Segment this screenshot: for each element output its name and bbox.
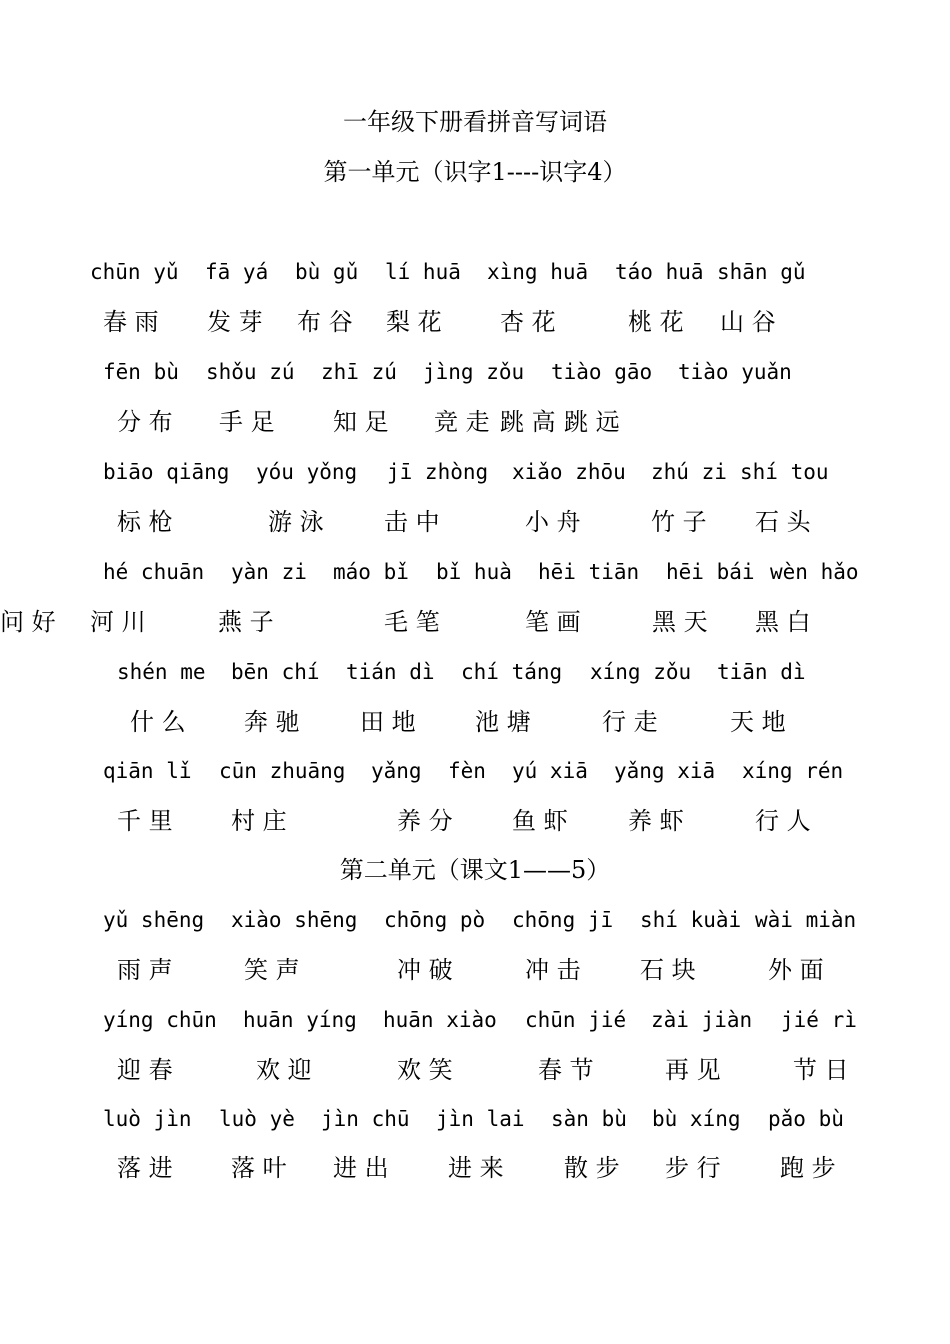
pinyin-word: tiào yuǎn — [678, 360, 792, 384]
hanzi-word: 行 走 — [602, 708, 658, 736]
pinyin-row — [0, 656, 950, 688]
unit-1-heading: 第一单元（识字1----识字4） — [323, 158, 627, 186]
pinyin-word: táo huā — [615, 260, 704, 284]
hanzi-word: 标 枪 — [117, 508, 173, 536]
hanzi-word: 落 叶 — [231, 1154, 287, 1182]
pinyin-word: chūn yǔ — [90, 260, 179, 284]
pinyin-word: fā yá — [205, 260, 269, 284]
pinyin-word: zhú zi — [651, 460, 727, 484]
hanzi-row — [0, 306, 950, 338]
hanzi-word: 鱼 虾 — [512, 807, 568, 835]
hanzi-word: 布 谷 — [297, 308, 353, 336]
pinyin-word: shǒu zú — [206, 360, 295, 384]
hanzi-word: 跑 步 — [780, 1154, 836, 1182]
hanzi-word: 发 芽 — [207, 308, 263, 336]
pinyin-row — [0, 356, 950, 388]
pinyin-word: xiǎo zhōu — [512, 460, 626, 484]
hanzi-word: 笔 画 — [525, 608, 581, 636]
hanzi-word: 田 地 — [360, 708, 416, 736]
unit-2-heading: 第二单元（课文1——5） — [339, 856, 611, 884]
pinyin-word: yǔ shēng — [103, 908, 205, 932]
pinyin-word: máo bǐ — [333, 560, 409, 584]
pinyin-word: yóu yǒng — [256, 460, 358, 484]
hanzi-word: 迎 春 — [117, 1056, 173, 1084]
hanzi-word: 欢 迎 — [256, 1056, 312, 1084]
hanzi-word: 黑 白 — [755, 608, 811, 636]
hanzi-word: 散 步 — [564, 1154, 620, 1182]
hanzi-row — [0, 506, 950, 538]
pinyin-word: chōng pò — [384, 908, 486, 932]
hanzi-word: 竞 走 — [434, 408, 490, 436]
pinyin-word: bǐ huà — [436, 560, 512, 584]
hanzi-word: 山 谷 — [720, 308, 776, 336]
hanzi-word: 欢 笑 — [397, 1056, 453, 1084]
hanzi-word: 跳 高 — [500, 408, 556, 436]
pinyin-word: xiào shēng — [231, 908, 358, 932]
pinyin-word: jìn chū — [321, 1107, 410, 1131]
pinyin-row — [0, 755, 950, 787]
hanzi-word: 梨 花 — [386, 308, 442, 336]
pinyin-word: pǎo bù — [768, 1107, 844, 1131]
pinyin-word: yíng chūn — [103, 1008, 217, 1032]
hanzi-word: 外 面 — [768, 956, 824, 984]
hanzi-row — [0, 954, 950, 986]
hanzi-word: 击 中 — [384, 508, 440, 536]
pinyin-word: shén me — [117, 660, 206, 684]
hanzi-word: 桃 花 — [628, 308, 684, 336]
pinyin-word: hé chuān — [103, 560, 205, 584]
hanzi-word: 千 里 — [117, 807, 173, 835]
hanzi-word: 雨 声 — [117, 956, 173, 984]
hanzi-word: 春 节 — [538, 1056, 594, 1084]
pinyin-word: fèn — [448, 759, 486, 783]
pinyin-word: jī zhòng — [387, 460, 489, 484]
hanzi-word: 节 日 — [793, 1056, 849, 1084]
hanzi-word: 小 舟 — [525, 508, 581, 536]
pinyin-word: huān yíng — [243, 1008, 357, 1032]
pinyin-word: hēi tiān — [538, 560, 640, 584]
pinyin-word: shān gǔ — [717, 260, 806, 284]
pinyin-word: wèn hǎo — [770, 560, 859, 584]
page-title: 一年级下册看拼音写词语 — [343, 108, 607, 136]
hanzi-word: 跳 远 — [564, 408, 620, 436]
hanzi-word: 冲 破 — [397, 956, 453, 984]
pinyin-word: bù xíng — [652, 1107, 741, 1131]
pinyin-word: qiān lǐ — [103, 759, 192, 783]
pinyin-word: jié rì — [781, 1008, 857, 1032]
hanzi-word: 再 见 — [665, 1056, 721, 1084]
hanzi-word: 河 川 — [90, 608, 146, 636]
pinyin-word: wài miàn — [755, 908, 857, 932]
hanzi-word: 竹 子 — [651, 508, 707, 536]
hanzi-word: 春 雨 — [103, 308, 159, 336]
hanzi-word: 村 庄 — [231, 807, 287, 835]
hanzi-word: 燕 子 — [218, 608, 274, 636]
pinyin-word: xìng huā — [487, 260, 589, 284]
pinyin-word: chūn jié — [525, 1008, 627, 1032]
pinyin-word: luò yè — [219, 1107, 295, 1131]
pinyin-word: yǎng xiā — [614, 759, 716, 783]
hanzi-word: 进 出 — [333, 1154, 389, 1182]
pinyin-word: yàn zi — [231, 560, 307, 584]
pinyin-word: xíng rén — [742, 759, 844, 783]
hanzi-row — [0, 706, 950, 738]
pinyin-word: lí huā — [385, 260, 461, 284]
hanzi-word: 知 足 — [333, 408, 389, 436]
pinyin-word: luò jìn — [103, 1107, 192, 1131]
pinyin-word: sàn bù — [551, 1107, 627, 1131]
pinyin-word: tián dì — [346, 660, 435, 684]
hanzi-word: 杏 花 — [500, 308, 556, 336]
hanzi-row — [0, 805, 950, 837]
pinyin-word: jìn lai — [436, 1107, 525, 1131]
pinyin-row — [0, 456, 950, 488]
pinyin-word: huān xiào — [383, 1008, 497, 1032]
hanzi-row — [0, 406, 950, 438]
hanzi-row — [0, 1054, 950, 1086]
hanzi-word: 问 好 — [0, 608, 56, 636]
hanzi-word: 石 块 — [640, 956, 696, 984]
hanzi-word: 养 分 — [397, 807, 453, 835]
pinyin-word: zài jiàn — [651, 1008, 753, 1032]
hanzi-word: 行 人 — [755, 807, 811, 835]
pinyin-row — [0, 256, 950, 288]
hanzi-word: 落 进 — [117, 1154, 173, 1182]
pinyin-word: cūn zhuāng — [219, 759, 346, 783]
hanzi-word: 养 虾 — [628, 807, 684, 835]
pinyin-word: bù gǔ — [295, 260, 359, 284]
pinyin-word: xíng zǒu — [590, 660, 692, 684]
pinyin-word: bēn chí — [231, 660, 320, 684]
hanzi-word: 什 么 — [130, 708, 186, 736]
hanzi-word: 池 塘 — [475, 708, 531, 736]
pinyin-word: yú xiā — [512, 759, 588, 783]
pinyin-word: jìng zǒu — [423, 360, 525, 384]
pinyin-word: shí kuài — [640, 908, 742, 932]
hanzi-word: 冲 击 — [525, 956, 581, 984]
hanzi-word: 进 来 — [448, 1154, 504, 1182]
hanzi-word: 步 行 — [665, 1154, 721, 1182]
hanzi-word: 奔 驰 — [244, 708, 300, 736]
pinyin-row — [0, 1004, 950, 1036]
pinyin-word: biāo qiāng — [103, 460, 230, 484]
pinyin-word: zhī zú — [321, 360, 397, 384]
pinyin-row — [0, 1103, 950, 1135]
pinyin-word: fēn bù — [103, 360, 179, 384]
hanzi-row — [0, 1152, 950, 1184]
hanzi-word: 游 泳 — [268, 508, 324, 536]
hanzi-word: 黑 天 — [652, 608, 708, 636]
hanzi-word: 天 地 — [730, 708, 786, 736]
pinyin-row — [0, 556, 950, 588]
hanzi-word: 石 头 — [755, 508, 811, 536]
pinyin-word: chí táng — [461, 660, 563, 684]
hanzi-word: 毛 笔 — [384, 608, 440, 636]
hanzi-row — [0, 606, 950, 638]
pinyin-word: yǎng — [371, 759, 422, 783]
pinyin-word: shí tou — [740, 460, 829, 484]
pinyin-word: chōng jī — [512, 908, 614, 932]
pinyin-row — [0, 904, 950, 936]
hanzi-word: 笑 声 — [244, 956, 300, 984]
pinyin-word: tiào gāo — [551, 360, 653, 384]
hanzi-word: 分 布 — [117, 408, 173, 436]
hanzi-word: 手 足 — [219, 408, 275, 436]
pinyin-word: hēi bái — [666, 560, 755, 584]
pinyin-word: tiān dì — [717, 660, 806, 684]
